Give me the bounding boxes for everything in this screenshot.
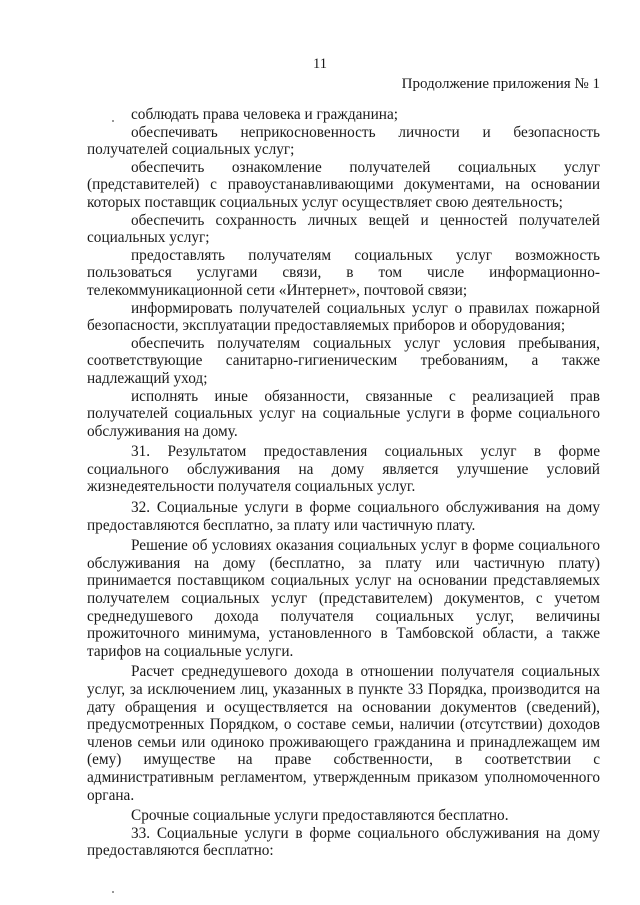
paragraph: 32. Социальные услуги в форме социального обслуживания на дому предоставляются бесплатно, за плату или частичную плату.	[87, 499, 600, 534]
appendix-label: Продолжение приложения № 1	[401, 76, 600, 92]
paragraph: обеспечить сохранность личных вещей и ценностей получателей социальных услуг;	[87, 211, 600, 247]
paragraph: исполнять иные обязанности, связанные с реализацией прав получателей социальных услуг на социальные услуги в форме социального обслуживания на дому.	[87, 387, 600, 440]
paragraph: Расчет среднедушевого дохода в отношении получателя социальных услуг, за исключением лиц, указанных в пункте 33 Порядка, производится на дату обращения и осуществляется на основании документов (сведений), предусмотренных Порядком, о составе семьи, наличии (отсутствии) доходов членов семьи или одиноко проживающего гражданина и принадлежащем им (ему) имуществе на праве собственности, в соответствии с административным регламентом, утвержденным приказом уполномоченного органа.	[87, 663, 600, 804]
paragraph: информировать получателей социальных услуг о правилах пожарной безопасности, эксплуатации предоставляемых приборов и оборудования;	[87, 299, 600, 335]
paragraph: 33. Социальные услуги в форме социального обслуживания на дому предоставляются бесплатно:	[87, 824, 600, 860]
paragraph: обеспечить ознакомление получателей социальных услуг (представителей) с правоустанавливающими документами, на основании которых поставщик социальных услуг осуществляет свою деятельность;	[87, 158, 600, 211]
scan-speck	[112, 891, 114, 893]
paragraph: предоставлять получателям социальных услуг возможность пользоваться услугами связи, в том числе информационно-телекоммуникационной сети «Интернет», почтовой связи;	[87, 246, 600, 299]
scan-speck	[112, 120, 114, 122]
paragraph: 31. Результатом предоставления социальных услуг в форме социального обслуживания на дому является улучшение условий жизнедеятельности получателя социальных услуг.	[87, 443, 600, 496]
document-body	[87, 106, 600, 860]
paragraph: Решение об условиях оказания социальных услуг в форме социального обслуживания на дому (бесплатно, за плату или частичную плату) принимается поставщиком социальных услуг на основании представляемых получателем социальных услуг (представителем) документов, с учетом среднедушевого дохода получателя социальных услуг, величины прожиточного минимума, установленного в Тамбовской области, а также тарифов на социальные услуги.	[87, 537, 600, 660]
page-number: 11	[313, 56, 327, 72]
paragraph: обеспечивать неприкосновенность личности и безопасность получателей социальных услуг;	[87, 123, 600, 159]
paragraph: обеспечить получателям социальных услуг условия пребывания, соответствующие санитарно-гигиеническим требованиям, а также надлежащий уход;	[87, 334, 600, 387]
paragraph: Срочные социальные услуги предоставляются бесплатно.	[131, 807, 509, 825]
paragraph: соблюдать права человека и гражданина;	[131, 106, 399, 123]
